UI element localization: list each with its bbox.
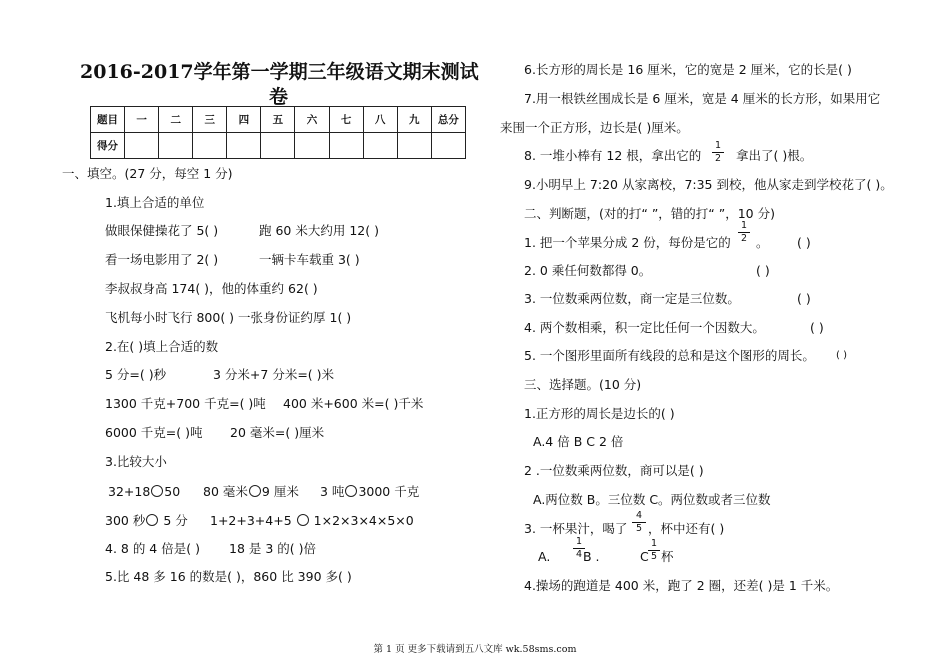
section-3-heading: 三、选择题。(10 分) [524,377,642,392]
choice-2-options: A.两位数 B。三位数 C。两位数或者三位数 [533,492,771,507]
compare-right: 5 分 [163,513,188,528]
question-text: 看一场电影用了 2( ) [105,252,219,267]
choice-1: 1.正方形的周长是边长的( ) [524,406,675,421]
score-entry-cell[interactable] [261,133,295,159]
choice-3-option-b: B . [583,549,600,564]
table-cell: 三 [193,107,227,133]
question-8b: 拿出了( )根。 [736,148,813,163]
compare-right: 50 [164,484,181,499]
table-cell: 得分 [91,133,125,159]
judge-1-end: 。 [756,235,769,250]
fraction: 4 5 [632,511,646,534]
page-title-cont: 卷 [269,86,289,108]
choice-3-option-c-tail: 杯 [661,549,674,564]
compare-item [320,484,419,499]
compare-right: 1×2×3×4×5×0 [313,513,414,528]
compare-item [210,513,414,528]
fraction: 1 4 [573,537,585,560]
compare-item [105,513,188,528]
judge-2: 2. 0 乘任何数都得 0。 [524,263,652,278]
question-9: 9.小明早上 7:20 从家离校，7:35 到校，他从家走到学校花了( )。 [524,177,893,192]
compare-circle-icon[interactable] [249,485,261,497]
score-entry-cell[interactable] [227,133,261,159]
score-entry-cell[interactable] [193,133,227,159]
question-7-line1: 7.用一根铁丝围成长是 6 厘米，宽是 4 厘米的长方形，如果用它 [524,91,881,106]
compare-right: 3000 千克 [358,484,420,499]
question-text: 跑 60 米大约用 12( ) [259,223,379,238]
compare-circle-icon[interactable] [345,485,357,497]
compare-left: 32+18 [108,484,151,499]
question-4b: 18 是 3 的( )倍 [229,541,317,556]
judge-answer-box[interactable]: ( ) [756,263,770,278]
question-text: 6000 千克=( )吨 [105,425,203,440]
table-cell: 五 [261,107,295,133]
question-text: 做眼保健操花了 5( ) [105,223,219,238]
table-cell: 四 [227,107,261,133]
choice-3-option-a: A. [538,549,551,564]
score-entry-cell[interactable] [397,133,431,159]
judge-3: 3. 一位数乘两位数，商一定是三位数。 [524,291,740,306]
choice-2: 2 .一位数乘两位数，商可以是( ) [524,463,704,478]
judge-answer-box[interactable]: ( ) [836,350,847,361]
question-text: 5 分=( )秒 [105,367,167,382]
question-text: 一辆卡车载重 3( ) [259,252,360,267]
page-title: 2016-2017学年第一学期三年级语文期末测试 [80,61,479,83]
score-entry-cell[interactable] [431,133,465,159]
table-cell: 一 [125,107,159,133]
judge-answer-box[interactable]: ( ) [797,235,811,250]
question-text: 李叔叔身高 174( )，他的体重约 62( ) [105,281,318,296]
compare-circle-icon[interactable] [151,485,163,497]
compare-right: 9 厘米 [261,484,299,499]
section-1-heading: 一、填空。(27 分，每空 1 分) [62,166,233,181]
judge-5: 5. 一个图形里面所有线段的总和是这个图形的周长。 [524,348,815,363]
question-text: 3 分米+7 分米=( )米 [213,367,335,382]
choice-4: 4.操场的跑道是 400 米，跑了 2 圈，还差( )是 1 千米。 [524,578,839,593]
question-text: 400 米+600 米=( )千米 [283,396,424,411]
compare-left: 300 秒 [105,513,146,528]
fraction: 1 2 [712,141,724,164]
compare-left: 1+2+3+4+5 [210,513,292,528]
judge-answer-box[interactable]: ( ) [810,320,824,335]
question-3-title: 3.比较大小 [105,454,167,469]
choice-3-cont: ，杯中还有( ) [648,521,725,536]
score-table-header-row [91,107,466,133]
judge-1: 1. 把一个苹果分成 2 份，每份是它的 [524,235,731,250]
score-entry-cell[interactable] [125,133,159,159]
question-6: 6.长方形的周长是 16 厘米，它的宽是 2 厘米，它的长是( ) [524,62,852,77]
question-text: 1300 千克+700 千克=( )吨 [105,396,266,411]
compare-left: 3 吨 [320,484,345,499]
compare-left: 80 毫米 [203,484,248,499]
table-cell: 总分 [431,107,465,133]
question-8a: 8. 一堆小棒有 12 根，拿出它的 [524,148,702,163]
choice-3-option-c: C [640,549,649,564]
question-5: 5.比 48 多 16 的数是( )，860 比 390 多( ) [105,569,352,584]
judge-answer-box[interactable]: ( ) [797,291,811,306]
score-entry-cell[interactable] [295,133,329,159]
table-cell: 六 [295,107,329,133]
table-cell: 二 [159,107,193,133]
table-cell: 八 [363,107,397,133]
section-2-heading: 二、判断题，(对的打“ ”，错的打“ ”，10 分) [524,206,775,221]
score-entry-cell[interactable] [159,133,193,159]
compare-item [203,484,299,499]
score-entry-cell[interactable] [329,133,363,159]
judge-4: 4. 两个数相乘，积一定比任何一个因数大。 [524,320,765,335]
table-cell: 七 [329,107,363,133]
question-2-title: 2.在( )填上合适的数 [105,339,219,354]
table-cell: 九 [397,107,431,133]
compare-circle-icon[interactable] [297,514,309,526]
score-entry-cell[interactable] [363,133,397,159]
question-text: 20 毫米=( )厘米 [230,425,325,440]
question-4a: 4. 8 的 4 倍是( ) [105,541,200,556]
fraction: 1 2 [738,221,750,244]
fraction: 1 5 [648,539,660,562]
choice-3: 3. 一杯果汁，喝了 [524,521,628,536]
table-cell: 题目 [91,107,125,133]
score-table [90,106,466,159]
question-7-line2: 来围一个正方形，边长是( )厘米。 [500,120,689,135]
question-text: 飞机每小时飞行 800( ) 一张身份证约厚 1( ) [105,310,352,325]
compare-circle-icon[interactable] [146,514,158,526]
compare-item [108,484,180,499]
question-1-title: 1.填上合适的单位 [105,195,205,210]
page-footer: 第 1 页 更多下载请到五八文库 wk.58sms.com [373,644,577,655]
choice-1-options: A.4 倍 B C 2 倍 [533,434,624,449]
score-table-score-row [91,133,466,159]
